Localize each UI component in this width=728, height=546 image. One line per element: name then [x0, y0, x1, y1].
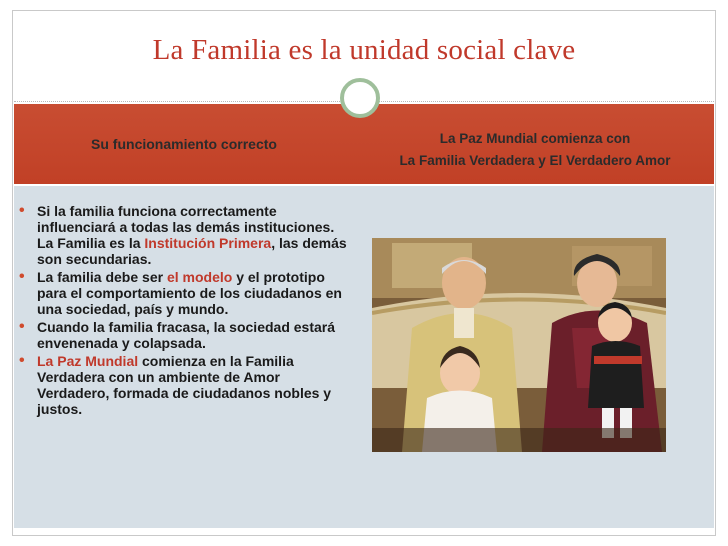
bullet-text: Cuando la familia fracasa, la sociedad estará envenenada y colapsada.: [37, 319, 336, 351]
bullet-highlight: Institución Primera: [144, 235, 272, 251]
header-right-line1: La Paz Mundial comienza con: [439, 131, 631, 146]
bullet-text: La familia debe ser: [37, 269, 167, 285]
bullet-highlight: el modelo: [166, 269, 233, 285]
slide-title: La Familia es la unidad social clave: [152, 34, 576, 66]
bullet-item: [20, 269, 350, 317]
header-left-label: Su funcionamiento correcto: [91, 136, 277, 152]
header-right-line2: La Familia Verdadera y El Verdadero Amor: [399, 153, 671, 168]
bullet-highlight: La Paz Mundial: [37, 353, 139, 369]
bullet-item: [20, 203, 350, 267]
bullet-text: , las demás son secundarias.: [37, 235, 347, 267]
bullet-text: comienza en la Familia Verdadera con un ambiente de Amor Verdadero, formada de ciudadanos nobles y justos.: [37, 353, 332, 417]
bullet-text: Si la familia funciona correctamente influenciará a todas las demás instituciones. La Familia es la: [37, 203, 335, 251]
family-photo: [372, 238, 666, 452]
header-right-label: [370, 128, 700, 172]
bullet-item: [20, 319, 350, 351]
bullet-item: [20, 353, 350, 417]
bullet-text: y el prototipo para el comportamiento de los ciudadanos en una sociedad, país y mundo.: [37, 269, 342, 317]
bullet-list: [20, 203, 350, 419]
